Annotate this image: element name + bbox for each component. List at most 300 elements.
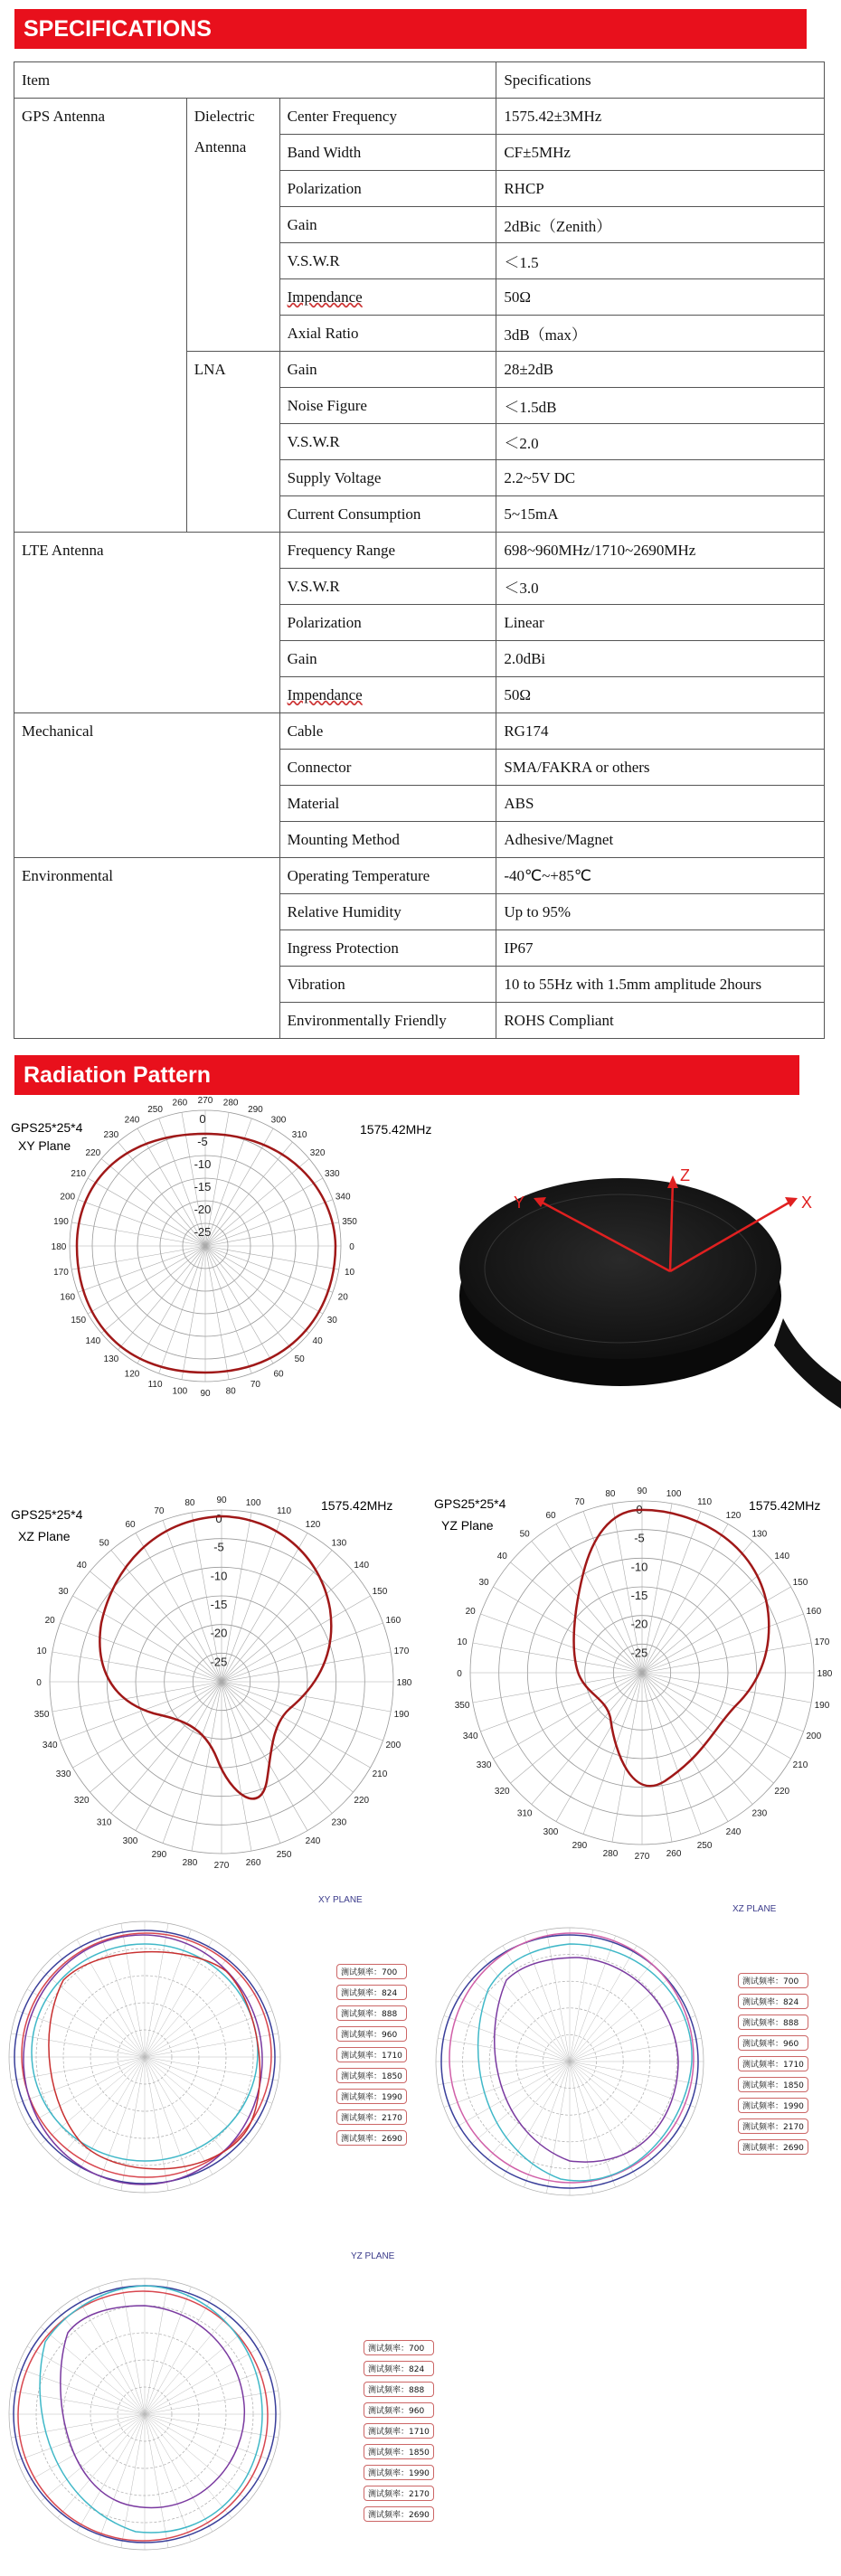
value-cell: SMA/FAKRA or others <box>496 750 825 786</box>
angle-tick-label: 280 <box>182 1857 198 1868</box>
angle-tick-label: 130 <box>331 1538 347 1549</box>
angle-tick-label: 30 <box>58 1587 69 1597</box>
trace <box>449 1933 694 2183</box>
grid-spoke <box>17 2414 145 2460</box>
angle-tick-label: 260 <box>245 1857 261 1868</box>
x-axis-label: X <box>801 1194 813 1212</box>
angle-tick-label: 130 <box>103 1354 119 1365</box>
angle-tick-label: 100 <box>172 1386 188 1397</box>
angle-tick-label: 150 <box>792 1578 808 1588</box>
angle-tick-label: 250 <box>696 1840 713 1851</box>
subgroup-label-line2: Antenna <box>194 138 247 156</box>
angle-tick-label: 40 <box>312 1336 323 1347</box>
lte-xz-plot <box>434 1881 841 2224</box>
grid-spoke <box>642 1511 701 1673</box>
value-cell: 3dB（max） <box>496 316 825 352</box>
legend-item: 测试频率：824 <box>336 1985 407 2000</box>
angle-tick-label: 240 <box>124 1115 140 1126</box>
param-cell <box>279 279 496 316</box>
grid-spoke <box>145 2310 232 2414</box>
grid-spoke <box>17 2057 145 2103</box>
db-ring-label: -10 <box>210 1569 228 1583</box>
subgroup-lna: LNA <box>186 352 279 533</box>
legend-item: 测试频率：888 <box>738 2015 808 2030</box>
angle-tick-label: 70 <box>250 1380 260 1391</box>
angle-tick-label: 220 <box>85 1147 101 1158</box>
angle-tick-label: 110 <box>147 1380 163 1391</box>
angle-tick-label: 200 <box>806 1731 822 1742</box>
lte-xy-title: XY PLANE <box>318 1895 363 1905</box>
trace <box>40 2286 262 2533</box>
angle-tick-label: 180 <box>51 1242 67 1252</box>
grid-spoke <box>570 2062 656 2164</box>
trace <box>61 2306 244 2507</box>
param-cell: V.S.W.R <box>279 243 496 279</box>
value-cell: 698~960MHz/1710~2690MHz <box>496 533 825 569</box>
legend-item: 测试频率：700 <box>364 2340 434 2355</box>
angle-tick-label: 30 <box>478 1578 489 1588</box>
param-cell: Band Width <box>279 135 496 171</box>
angle-tick-label: 290 <box>151 1849 167 1860</box>
lte-xy-legend <box>336 1964 407 2151</box>
angle-tick-label: 50 <box>294 1354 305 1365</box>
lte-yz-title: YZ PLANE <box>351 2251 395 2261</box>
param-cell: Gain <box>279 207 496 243</box>
param-cell: Noise Figure <box>279 388 496 424</box>
angle-tick-label: 310 <box>516 1808 533 1819</box>
angle-tick-label: 160 <box>806 1606 822 1617</box>
value-cell: 50Ω <box>496 677 825 713</box>
param-cell: Vibration <box>279 967 496 1003</box>
gps-xy-plane-label: XY Plane <box>18 1138 71 1153</box>
param-cell: Gain <box>279 352 496 388</box>
table-row <box>14 533 825 569</box>
value-cell: ＜3.0 <box>496 569 825 605</box>
angle-tick-label: 70 <box>154 1506 165 1517</box>
angle-tick-label: 50 <box>99 1538 109 1549</box>
gps-xz-frequency-label: 1575.42MHz <box>321 1498 393 1513</box>
legend-item: 测试频率：1850 <box>738 2077 808 2092</box>
legend-item: 测试频率：700 <box>738 1973 808 1988</box>
angle-tick-label: 200 <box>60 1192 76 1203</box>
legend-item: 测试频率：2170 <box>336 2109 407 2125</box>
param-cell: Relative Humidity <box>279 894 496 930</box>
grid-spoke <box>58 1953 145 2057</box>
gps-yz-plot <box>425 1483 841 1863</box>
header-specifications: Specifications <box>496 62 825 99</box>
x-arrowhead <box>785 1197 798 1207</box>
table-row <box>14 858 825 894</box>
param-cell: Operating Temperature <box>279 858 496 894</box>
db-ring-label: -20 <box>210 1626 228 1640</box>
angle-tick-label: 230 <box>751 1808 768 1819</box>
angle-tick-label: 140 <box>85 1336 101 1347</box>
param-cell: Ingress Protection <box>279 930 496 967</box>
angle-tick-label: 300 <box>543 1826 559 1837</box>
grid-spoke <box>41 2057 145 2144</box>
angle-tick-label: 230 <box>331 1817 347 1828</box>
legend-item: 测试频率：2690 <box>738 2139 808 2155</box>
angle-tick-label: 290 <box>248 1104 263 1115</box>
angle-tick-label: 310 <box>96 1817 112 1828</box>
param-cell: Polarization <box>279 605 496 641</box>
angle-tick-label: 60 <box>125 1520 136 1531</box>
grid-spoke <box>222 1623 383 1682</box>
param-cell: Current Consumption <box>279 496 496 533</box>
grid-spoke <box>41 2414 145 2501</box>
angle-tick-label: 350 <box>454 1701 470 1712</box>
table-row <box>14 99 825 135</box>
angle-tick-label: 250 <box>147 1104 163 1115</box>
gps-yz-plane-label: YZ Plane <box>441 1518 494 1533</box>
angle-tick-label: 280 <box>222 1098 239 1109</box>
angle-tick-label: 170 <box>814 1637 830 1647</box>
gps-xy-plot <box>0 1096 432 1481</box>
value-cell: 2.0dBi <box>496 641 825 677</box>
legend-item: 测试频率：700 <box>336 1964 407 1979</box>
angle-tick-label: 250 <box>276 1849 292 1860</box>
subgroup-dielectric-antenna <box>186 99 279 352</box>
angle-tick-label: 80 <box>225 1386 236 1397</box>
gps-xz-model-label: GPS25*25*4 <box>11 1507 83 1522</box>
grid-spoke <box>145 2327 249 2414</box>
db-ring-label: -25 <box>630 1646 648 1660</box>
grid-spoke <box>524 2062 570 2187</box>
grid-spoke <box>145 2057 249 2144</box>
param-cell: Connector <box>279 750 496 786</box>
angle-tick-label: 330 <box>55 1769 71 1779</box>
product-puck-svg <box>439 1137 841 1445</box>
angle-tick-label: 280 <box>602 1848 619 1859</box>
param-cell: Environmentally Friendly <box>279 1003 496 1039</box>
value-cell: CF±5MHz <box>496 135 825 171</box>
angle-tick-label: 270 <box>197 1096 213 1106</box>
angle-tick-label: 110 <box>697 1497 713 1508</box>
db-ring-label: -5 <box>213 1540 224 1554</box>
angle-tick-label: 240 <box>725 1826 742 1837</box>
value-cell: -40℃~+85℃ <box>496 858 825 894</box>
grid-spoke <box>468 2062 570 2147</box>
angle-tick-label: 140 <box>354 1561 370 1571</box>
gps-yz-frequency-label: 1575.42MHz <box>749 1498 821 1513</box>
angle-tick-label: 270 <box>213 1861 230 1871</box>
value-cell: IP67 <box>496 930 825 967</box>
param-cell: V.S.W.R <box>279 569 496 605</box>
angle-tick-label: 90 <box>637 1486 647 1496</box>
angle-tick-label: 260 <box>172 1098 188 1109</box>
lte-xz-title: XZ PLANE <box>732 1904 777 1914</box>
value-cell: Adhesive/Magnet <box>496 822 825 858</box>
angle-tick-label: 180 <box>817 1669 833 1679</box>
param-cell: Frequency Range <box>279 533 496 569</box>
grid-spoke <box>570 2062 616 2187</box>
param-cell: Polarization <box>279 171 496 207</box>
param-cell: Supply Voltage <box>279 460 496 496</box>
param-cell <box>279 677 496 713</box>
legend-item: 测试频率：824 <box>364 2361 434 2376</box>
db-ring-label: -10 <box>194 1157 212 1171</box>
value-cell: ＜2.0 <box>496 424 825 460</box>
angle-tick-label: 50 <box>519 1529 530 1540</box>
angle-tick-label: 0 <box>457 1669 462 1679</box>
angle-tick-label: 120 <box>725 1511 742 1522</box>
grid-spoke <box>163 1682 222 1844</box>
param-cell: Mounting Method <box>279 822 496 858</box>
value-cell: 5~15mA <box>496 496 825 533</box>
angle-tick-label: 320 <box>73 1795 90 1806</box>
db-ring-label: -10 <box>630 1560 648 1574</box>
angle-tick-label: 210 <box>71 1169 87 1179</box>
angle-tick-label: 210 <box>372 1769 388 1779</box>
grid-spoke <box>570 1976 672 2062</box>
specifications-table <box>14 61 825 1039</box>
angle-tick-label: 70 <box>574 1497 585 1508</box>
value-cell: 28±2dB <box>496 352 825 388</box>
db-ring-label: -25 <box>210 1655 228 1669</box>
group-gps-antenna: GPS Antenna <box>14 99 187 533</box>
angle-tick-label: 300 <box>122 1835 138 1846</box>
angle-tick-label: 210 <box>792 1760 808 1770</box>
grid-spoke <box>41 1970 145 2057</box>
group-mechanical: Mechanical <box>14 713 280 858</box>
legend-item: 测试频率：824 <box>738 1994 808 2009</box>
table-header-row <box>14 62 825 99</box>
legend-item: 测试频率：960 <box>336 2026 407 2042</box>
db-ring-label: -5 <box>634 1531 645 1545</box>
angle-tick-label: 100 <box>245 1498 261 1509</box>
legend-item: 测试频率：1850 <box>336 2068 407 2083</box>
grid-spoke <box>583 1673 642 1835</box>
angle-tick-label: 220 <box>774 1786 790 1797</box>
db-ring-label: -20 <box>630 1617 648 1631</box>
subgroup-label-line1: Dielectric <box>194 108 255 125</box>
angle-tick-label: 190 <box>393 1710 410 1721</box>
angle-tick-label: 160 <box>60 1292 76 1303</box>
lte-yz-legend <box>364 2340 434 2527</box>
angle-tick-label: 120 <box>305 1520 321 1531</box>
legend-item: 测试频率：960 <box>738 2035 808 2051</box>
angle-tick-label: 230 <box>103 1129 119 1140</box>
angle-tick-label: 340 <box>42 1741 58 1751</box>
value-cell: RHCP <box>496 171 825 207</box>
angle-tick-label: 220 <box>354 1795 370 1806</box>
grid-spoke <box>17 2011 145 2057</box>
lte-xz-legend <box>738 1973 808 2160</box>
angle-tick-label: 240 <box>305 1835 321 1846</box>
cable <box>774 1318 841 1409</box>
angle-tick-label: 90 <box>216 1496 227 1505</box>
value-cell: 10 to 55Hz with 1.5mm amplitude 2hours <box>496 967 825 1003</box>
radiation-pattern-banner: Radiation Pattern <box>14 1055 799 1095</box>
grid-spoke <box>58 2057 145 2161</box>
gps-xy-frequency-label: 1575.42MHz <box>360 1122 432 1137</box>
angle-tick-label: 300 <box>270 1115 287 1126</box>
angle-tick-label: 200 <box>385 1741 402 1751</box>
value-cell: RG174 <box>496 713 825 750</box>
angle-tick-label: 260 <box>666 1848 682 1859</box>
angle-tick-label: 60 <box>273 1369 284 1380</box>
gps-xz-polar-svg <box>0 1483 425 1871</box>
legend-item: 测试频率：1990 <box>364 2465 434 2480</box>
value-cell: ROHS Compliant <box>496 1003 825 1039</box>
angle-tick-label: 270 <box>634 1852 650 1862</box>
polar-grid <box>34 1496 412 1871</box>
angle-tick-label: 310 <box>291 1129 307 1140</box>
lte-yz-plot <box>0 2233 470 2571</box>
legend-item: 测试频率：1710 <box>336 2047 407 2062</box>
value-cell: Up to 95% <box>496 894 825 930</box>
angle-tick-label: 110 <box>277 1506 292 1517</box>
legend-item: 测试频率：1990 <box>738 2098 808 2113</box>
angle-tick-label: 10 <box>457 1637 468 1647</box>
db-ring-label: -25 <box>194 1225 212 1239</box>
param-text: Impendance <box>287 685 363 703</box>
grid-spoke <box>642 1673 701 1835</box>
grid-spoke <box>58 2414 145 2518</box>
param-cell: V.S.W.R <box>279 424 496 460</box>
grid-spoke <box>444 2015 570 2062</box>
angle-tick-label: 350 <box>33 1710 50 1721</box>
angle-tick-label: 80 <box>605 1489 616 1500</box>
angle-tick-label: 90 <box>200 1389 211 1399</box>
legend-item: 测试频率：1990 <box>336 2089 407 2104</box>
legend-item: 测试频率：888 <box>364 2382 434 2397</box>
angle-tick-label: 140 <box>774 1552 790 1562</box>
trace <box>478 1944 693 2181</box>
angle-tick-label: 0 <box>36 1678 42 1688</box>
specifications-banner: SPECIFICATIONS <box>14 9 807 49</box>
legend-item: 测试频率：960 <box>364 2402 434 2418</box>
angle-tick-label: 150 <box>71 1316 87 1326</box>
angle-tick-label: 290 <box>572 1840 588 1851</box>
param-cell: Cable <box>279 713 496 750</box>
param-cell: Center Frequency <box>279 99 496 135</box>
angle-tick-label: 170 <box>53 1268 69 1279</box>
grid-spoke <box>468 1976 570 2062</box>
param-text: Impendance <box>287 288 363 306</box>
gps-xz-plot <box>0 1483 425 1871</box>
grid-spoke <box>642 1614 804 1673</box>
angle-tick-label: 190 <box>53 1216 69 1227</box>
gps-xz-plane-label: XZ Plane <box>18 1529 71 1543</box>
value-cell: 2.2~5V DC <box>496 460 825 496</box>
angle-tick-label: 320 <box>494 1786 510 1797</box>
db-ring-label: 0 <box>636 1503 643 1516</box>
angle-tick-label: 350 <box>342 1216 357 1227</box>
angle-tick-label: 180 <box>396 1678 412 1688</box>
grid-spoke <box>60 1623 222 1682</box>
grid-spoke <box>145 1953 232 2057</box>
angle-tick-label: 190 <box>814 1701 830 1712</box>
angle-tick-label: 320 <box>309 1147 326 1158</box>
angle-tick-label: 130 <box>751 1529 768 1540</box>
polar-grid <box>455 1486 833 1862</box>
db-ring-label: -5 <box>197 1135 208 1148</box>
angle-tick-label: 20 <box>337 1292 348 1303</box>
angle-tick-label: 120 <box>124 1369 140 1380</box>
angle-tick-label: 10 <box>36 1646 47 1656</box>
angle-tick-label: 30 <box>326 1316 337 1326</box>
value-cell: 50Ω <box>496 279 825 316</box>
header-item: Item <box>14 62 496 99</box>
legend-item: 测试频率：2170 <box>738 2118 808 2134</box>
db-ring-label: 0 <box>199 1112 206 1126</box>
table-row <box>14 713 825 750</box>
grid-spoke <box>570 2062 672 2147</box>
angle-tick-label: 10 <box>344 1268 355 1279</box>
gps-yz-model-label: GPS25*25*4 <box>434 1496 506 1511</box>
angle-tick-label: 20 <box>44 1615 55 1626</box>
value-cell: 1575.42±3MHz <box>496 99 825 135</box>
grid-spoke <box>41 2327 145 2414</box>
gps-yz-polar-svg <box>425 1483 841 1863</box>
gps-xy-polar-svg <box>0 1096 432 1481</box>
lte-xy-plot <box>0 1881 434 2224</box>
db-ring-label: -15 <box>194 1180 212 1194</box>
angle-tick-label: 160 <box>385 1615 402 1626</box>
angle-tick-label: 100 <box>666 1489 682 1500</box>
angle-tick-label: 170 <box>393 1646 410 1656</box>
param-cell: Axial Ratio <box>279 316 496 352</box>
legend-item: 测试频率：1850 <box>364 2444 434 2459</box>
angle-tick-label: 40 <box>496 1552 507 1562</box>
product-image <box>439 1137 841 1445</box>
db-ring-label: 0 <box>215 1512 222 1525</box>
value-cell: 2dBic（Zenith） <box>496 207 825 243</box>
angle-tick-label: 330 <box>324 1169 340 1179</box>
grid-spoke <box>17 2368 145 2414</box>
value-cell: Linear <box>496 605 825 641</box>
trace <box>495 1958 678 2162</box>
polar-grid <box>9 2279 280 2550</box>
angle-tick-label: 20 <box>465 1606 476 1617</box>
angle-tick-label: 80 <box>184 1498 195 1509</box>
group-environmental: Environmental <box>14 858 280 1039</box>
param-cell: Material <box>279 786 496 822</box>
angle-tick-label: 60 <box>545 1511 556 1522</box>
polar-grid <box>436 1928 704 2195</box>
grid-spoke <box>222 1520 280 1682</box>
z-axis-label: Z <box>680 1166 690 1184</box>
grid-spoke <box>145 1970 249 2057</box>
legend-item: 测试频率：2170 <box>364 2486 434 2501</box>
legend-item: 测试频率：1710 <box>364 2423 434 2439</box>
grid-spoke <box>222 1682 280 1844</box>
grid-spoke <box>145 2414 232 2518</box>
legend-item: 测试频率：888 <box>336 2005 407 2021</box>
grid-spoke <box>58 2310 145 2414</box>
grid-spoke <box>570 1959 656 2062</box>
angle-tick-label: 330 <box>476 1760 492 1770</box>
angle-tick-label: 150 <box>372 1587 388 1597</box>
y-axis-label: Y <box>514 1194 525 1212</box>
angle-tick-label: 0 <box>349 1242 354 1252</box>
value-cell: ＜1.5dB <box>496 388 825 424</box>
grid-spoke <box>145 2057 232 2161</box>
db-ring-label: -15 <box>630 1589 648 1602</box>
angle-tick-label: 340 <box>462 1731 478 1742</box>
group-lte-antenna: LTE Antenna <box>14 533 280 713</box>
legend-item: 测试频率：2690 <box>336 2130 407 2146</box>
db-ring-label: -20 <box>194 1203 212 1216</box>
z-arrowhead <box>667 1175 678 1188</box>
angle-tick-label: 340 <box>335 1192 351 1203</box>
legend-item: 测试频率：2690 <box>364 2506 434 2522</box>
grid-spoke <box>480 1673 642 1731</box>
angle-tick-label: 40 <box>76 1561 87 1571</box>
grid-spoke <box>480 1614 642 1673</box>
gps-xy-model-label: GPS25*25*4 <box>11 1120 83 1135</box>
